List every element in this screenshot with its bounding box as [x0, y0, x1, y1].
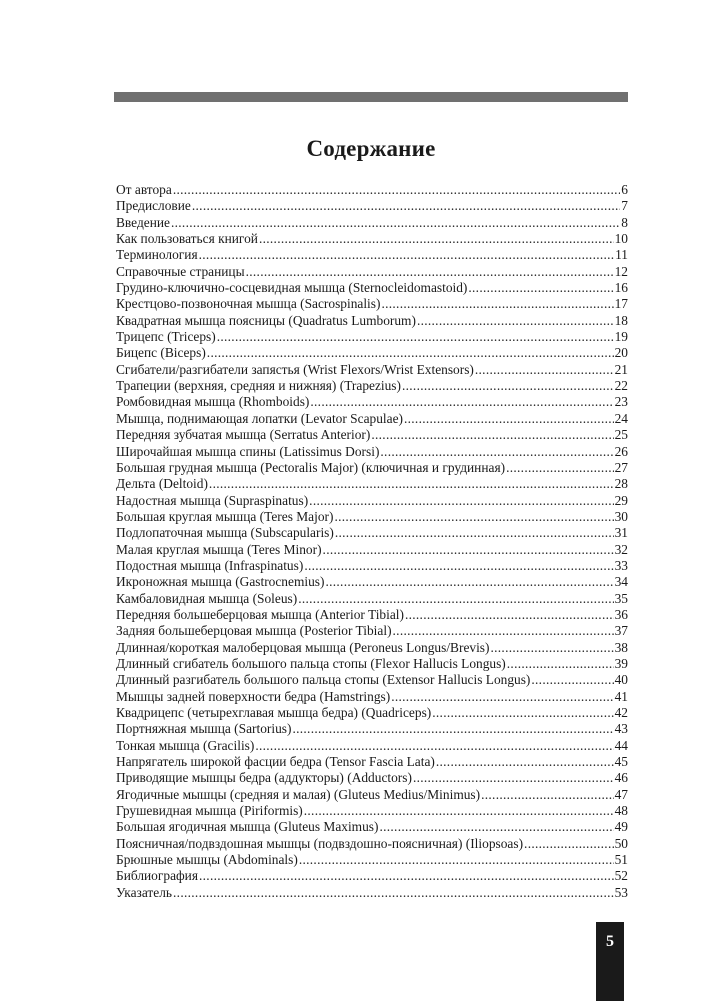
toc-entry[interactable]: [116, 640, 628, 656]
toc-dot-leader: [255, 738, 613, 754]
toc-entry-page: 33: [614, 557, 628, 573]
toc-entry-title: Тонкая мышца (Gracilis): [116, 737, 255, 753]
toc-entry[interactable]: [116, 394, 628, 410]
table-of-contents: [116, 182, 628, 901]
toc-entry-page: 21: [614, 361, 628, 377]
toc-dot-leader: [381, 296, 613, 312]
toc-entry-title: Трицепс (Triceps): [116, 329, 216, 345]
toc-entry-title: Квадратная мышца поясницы (Quadratus Lumborum): [116, 312, 416, 328]
toc-dot-leader: [371, 427, 613, 443]
toc-entry[interactable]: [116, 836, 628, 852]
toc-entry[interactable]: [116, 476, 628, 492]
toc-dot-leader: [524, 836, 614, 852]
toc-entry[interactable]: [116, 819, 628, 835]
toc-entry-page: 27: [614, 459, 628, 475]
toc-entry[interactable]: [116, 885, 628, 901]
page-number-tab: [596, 922, 624, 1001]
toc-entry-title: Брюшные мышцы (Abdominals): [116, 852, 298, 868]
toc-entry-title: Длинный сгибатель большого пальца стопы (Flexor Hallucis Longus): [116, 655, 506, 671]
toc-entry[interactable]: [116, 198, 628, 214]
toc-entry-title: Большая круглая мышца (Teres Major): [116, 508, 334, 524]
toc-entry-title: Ягодичные мышцы (средняя и малая) (Gluteus Medius/Minimus): [116, 786, 481, 802]
toc-entry-page: 43: [614, 721, 628, 737]
toc-entry-page: 7: [621, 198, 628, 214]
toc-entry-title: Задняя большеберцовая мышца (Posterior Tibial): [116, 623, 392, 639]
toc-entry[interactable]: [116, 656, 628, 672]
toc-dot-leader: [192, 198, 620, 214]
toc-entry-page: 40: [614, 672, 628, 688]
toc-dot-leader: [310, 394, 613, 410]
toc-entry[interactable]: [116, 607, 628, 623]
toc-entry-title: Квадрицепс (четырехглавая мышца бедра) (Quadriceps): [116, 705, 432, 720]
toc-entry[interactable]: [116, 493, 628, 509]
toc-entry[interactable]: [116, 280, 628, 296]
toc-entry-title: Напрягатель широкой фасции бедра (Tensor Fascia Lata): [116, 754, 435, 770]
toc-entry[interactable]: [116, 411, 628, 427]
toc-entry[interactable]: [116, 362, 628, 378]
toc-entry[interactable]: [116, 623, 628, 639]
toc-entry-page: 26: [614, 443, 628, 459]
toc-entry[interactable]: [116, 721, 628, 737]
toc-entry[interactable]: [116, 329, 628, 345]
toc-dot-leader: [380, 444, 613, 460]
toc-entry-title: Мышца, поднимающая лопатки (Levator Scapulae): [116, 410, 403, 426]
toc-entry-page: 34: [614, 574, 628, 590]
toc-entry-title: Грушевидная мышца (Piriformis): [116, 803, 303, 819]
toc-entry-page: 20: [614, 345, 628, 361]
toc-dot-leader: [298, 591, 613, 607]
toc-dot-leader: [309, 493, 613, 509]
toc-dot-leader: [506, 460, 614, 476]
toc-entry[interactable]: [116, 770, 628, 786]
toc-entry-title: Трапеции (верхняя, средняя и нижняя) (Trapezius): [116, 378, 401, 394]
toc-entry-title: Передняя большеберцовая мышца (Anterior Tibial): [116, 606, 404, 622]
toc-entry-page: 23: [614, 394, 628, 410]
toc-entry-page: 18: [614, 312, 628, 328]
toc-entry-page: 37: [614, 623, 628, 639]
toc-entry-title: Сгибатели/разгибатели запястья (Wrist Flexors/Wrist Extensors): [116, 361, 474, 377]
toc-entry[interactable]: [116, 231, 628, 247]
toc-dot-leader: [531, 672, 613, 688]
toc-entry[interactable]: [116, 509, 628, 525]
toc-entry[interactable]: [116, 264, 628, 280]
toc-entry-title: Подостная мышца (Infraspinatus): [116, 557, 304, 573]
toc-entry[interactable]: [116, 525, 628, 541]
toc-entry-title: Мышцы задней поверхности бедра (Hamstrings): [116, 688, 391, 704]
toc-entry-title: Камбаловидная мышца (Soleus): [116, 590, 298, 606]
toc-entry-page: 31: [614, 525, 628, 541]
toc-entry-title: Малая круглая мышца (Teres Minor): [116, 541, 322, 557]
toc-entry-page: 30: [614, 508, 628, 524]
toc-entry-title: Крестцово-позвоночная мышца (Sacrospinalis): [116, 296, 381, 312]
toc-entry-page: 16: [614, 280, 628, 296]
toc-entry-title: Предисловие: [116, 198, 191, 214]
toc-entry-title: Грудино-ключично-сосцевидная мышца (Sternocleidomastoid): [116, 280, 468, 296]
toc-dot-leader: [393, 623, 614, 639]
toc-entry-title: Передняя зубчатая мышца (Serratus Anterior): [116, 427, 371, 443]
toc-entry-page: 19: [614, 329, 628, 345]
toc-entry[interactable]: [116, 215, 628, 231]
toc-entry[interactable]: [116, 868, 628, 884]
toc-entry-title: Как пользоваться книгой: [116, 231, 258, 247]
toc-entry[interactable]: [116, 313, 628, 329]
toc-entry-page: 29: [614, 492, 628, 508]
toc-entry-page: 8: [621, 214, 628, 230]
toc-entry-page: 36: [614, 606, 628, 622]
toc-entry-title: Подлопаточная мышца (Subscapularis): [116, 525, 334, 541]
toc-entry-title: Икроножная мышца (Gastrocnemius): [116, 574, 325, 590]
toc-entry-page: 42: [614, 705, 628, 720]
toc-entry-title: Широчайшая мышца спины (Latissimus Dorsi): [116, 443, 380, 459]
toc-entry[interactable]: [116, 705, 628, 721]
toc-dot-leader: [468, 280, 613, 296]
toc-entry-page: 35: [614, 590, 628, 606]
toc-entry-page: 44: [614, 737, 628, 753]
toc-entry[interactable]: [116, 591, 628, 607]
toc-entry-page: 53: [614, 884, 628, 900]
toc-entry-page: 6: [621, 182, 628, 197]
toc-entry[interactable]: [116, 787, 628, 803]
toc-dot-leader: [259, 231, 614, 247]
toc-entry-page: 12: [614, 263, 628, 279]
toc-dot-leader: [481, 787, 614, 803]
toc-entry-page: 51: [614, 852, 628, 868]
toc-entry[interactable]: [116, 754, 628, 770]
toc-entry[interactable]: [116, 689, 628, 705]
toc-dot-leader: [173, 885, 614, 901]
toc-entry-title: Портняжная мышца (Sartorius): [116, 721, 292, 737]
toc-entry-title: Дельта (Deltoid): [116, 476, 208, 492]
header-rule: [114, 92, 628, 102]
toc-entry-title: Библиография: [116, 868, 199, 884]
toc-dot-leader: [325, 574, 613, 590]
toc-entry-page: 46: [614, 770, 628, 786]
toc-entry[interactable]: [116, 672, 628, 688]
toc-entry-page: 24: [614, 410, 628, 426]
toc-dot-leader: [405, 607, 614, 623]
toc-dot-leader: [507, 656, 614, 672]
toc-entry[interactable]: [116, 296, 628, 312]
toc-entry[interactable]: [116, 345, 628, 361]
toc-entry[interactable]: [116, 182, 628, 198]
toc-entry-page: 48: [614, 803, 628, 819]
toc-dot-leader: [217, 329, 614, 345]
toc-entry-title: Указатель: [116, 884, 173, 900]
toc-entry-page: 47: [614, 786, 628, 802]
toc-dot-leader: [334, 509, 613, 525]
toc-entry[interactable]: [116, 803, 628, 819]
toc-entry-title: Большая грудная мышца (Pectoralis Major) (ключичная и грудинная): [116, 459, 506, 475]
toc-dot-leader: [490, 640, 613, 656]
toc-entry-page: 11: [615, 247, 628, 263]
toc-dot-leader: [246, 264, 614, 280]
toc-dot-leader: [436, 754, 614, 770]
toc-entry[interactable]: [116, 542, 628, 558]
toc-dot-leader: [199, 247, 614, 263]
toc-entry-title: Длинная/короткая малоберцовая мышца (Peroneus Longus/Brevis): [116, 639, 490, 655]
page-title: Содержание: [306, 136, 436, 162]
toc-entry-page: 50: [614, 835, 628, 851]
toc-dot-leader: [171, 215, 620, 231]
toc-entry-title: Ромбовидная мышца (Rhomboids): [116, 394, 310, 410]
toc-entry-title: Бицепс (Biceps): [116, 345, 206, 361]
toc-entry-page: 38: [614, 639, 628, 655]
toc-entry-page: 49: [614, 819, 628, 835]
page-number: 5: [606, 933, 614, 950]
toc-dot-leader: [391, 689, 613, 705]
toc-entry-page: 39: [614, 655, 628, 671]
toc-dot-leader: [199, 868, 614, 884]
toc-dot-leader: [323, 542, 614, 558]
toc-entry[interactable]: [116, 247, 628, 263]
toc-dot-leader: [335, 525, 614, 541]
toc-dot-leader: [304, 803, 614, 819]
toc-dot-leader: [475, 362, 614, 378]
toc-entry-title: Приводящие мышцы бедра (аддукторы) (Adductors): [116, 770, 412, 786]
toc-dot-leader: [292, 721, 613, 737]
toc-entry-page: 52: [614, 868, 628, 884]
toc-entry-title: Введение: [116, 214, 170, 230]
toc-dot-leader: [402, 378, 614, 394]
toc-dot-leader: [379, 819, 613, 835]
toc-entry[interactable]: [116, 427, 628, 443]
toc-entry-title: Поясничная/подвздошная мышцы (подвздошно-поясничная) (Iliopsoas): [116, 835, 524, 851]
toc-entry-title: Справочные страницы: [116, 263, 245, 279]
toc-dot-leader: [432, 705, 613, 721]
toc-entry-page: 41: [614, 688, 628, 704]
toc-entry[interactable]: [116, 738, 628, 754]
toc-entry[interactable]: [116, 444, 628, 460]
toc-entry[interactable]: [116, 460, 628, 476]
toc-entry-title: Терминология: [116, 247, 198, 263]
toc-entry-title: Длинный разгибатель большого пальца стопы (Extensor Hallucis Longus): [116, 672, 531, 688]
toc-dot-leader: [173, 182, 620, 198]
toc-entry-page: 17: [614, 296, 628, 312]
toc-dot-leader: [299, 852, 614, 868]
toc-entry[interactable]: [116, 574, 628, 590]
toc-entry-title: Надостная мышца (Supraspinatus): [116, 492, 309, 508]
toc-entry-page: 22: [614, 378, 628, 394]
toc-dot-leader: [304, 558, 613, 574]
toc-dot-leader: [404, 411, 614, 427]
toc-entry-page: 10: [614, 231, 628, 247]
toc-dot-leader: [413, 770, 614, 786]
toc-entry-page: 25: [614, 427, 628, 443]
toc-dot-leader: [417, 313, 614, 329]
toc-entry[interactable]: [116, 558, 628, 574]
toc-dot-leader: [209, 476, 614, 492]
toc-entry-page: 28: [614, 476, 628, 492]
toc-entry-title: Большая ягодичная мышца (Gluteus Maximus): [116, 819, 379, 835]
toc-entry-page: 45: [614, 754, 628, 770]
toc-dot-leader: [207, 345, 614, 361]
toc-entry-page: 32: [614, 541, 628, 557]
toc-entry[interactable]: [116, 378, 628, 394]
toc-entry[interactable]: [116, 852, 628, 868]
toc-entry-title: От автора: [116, 182, 172, 197]
